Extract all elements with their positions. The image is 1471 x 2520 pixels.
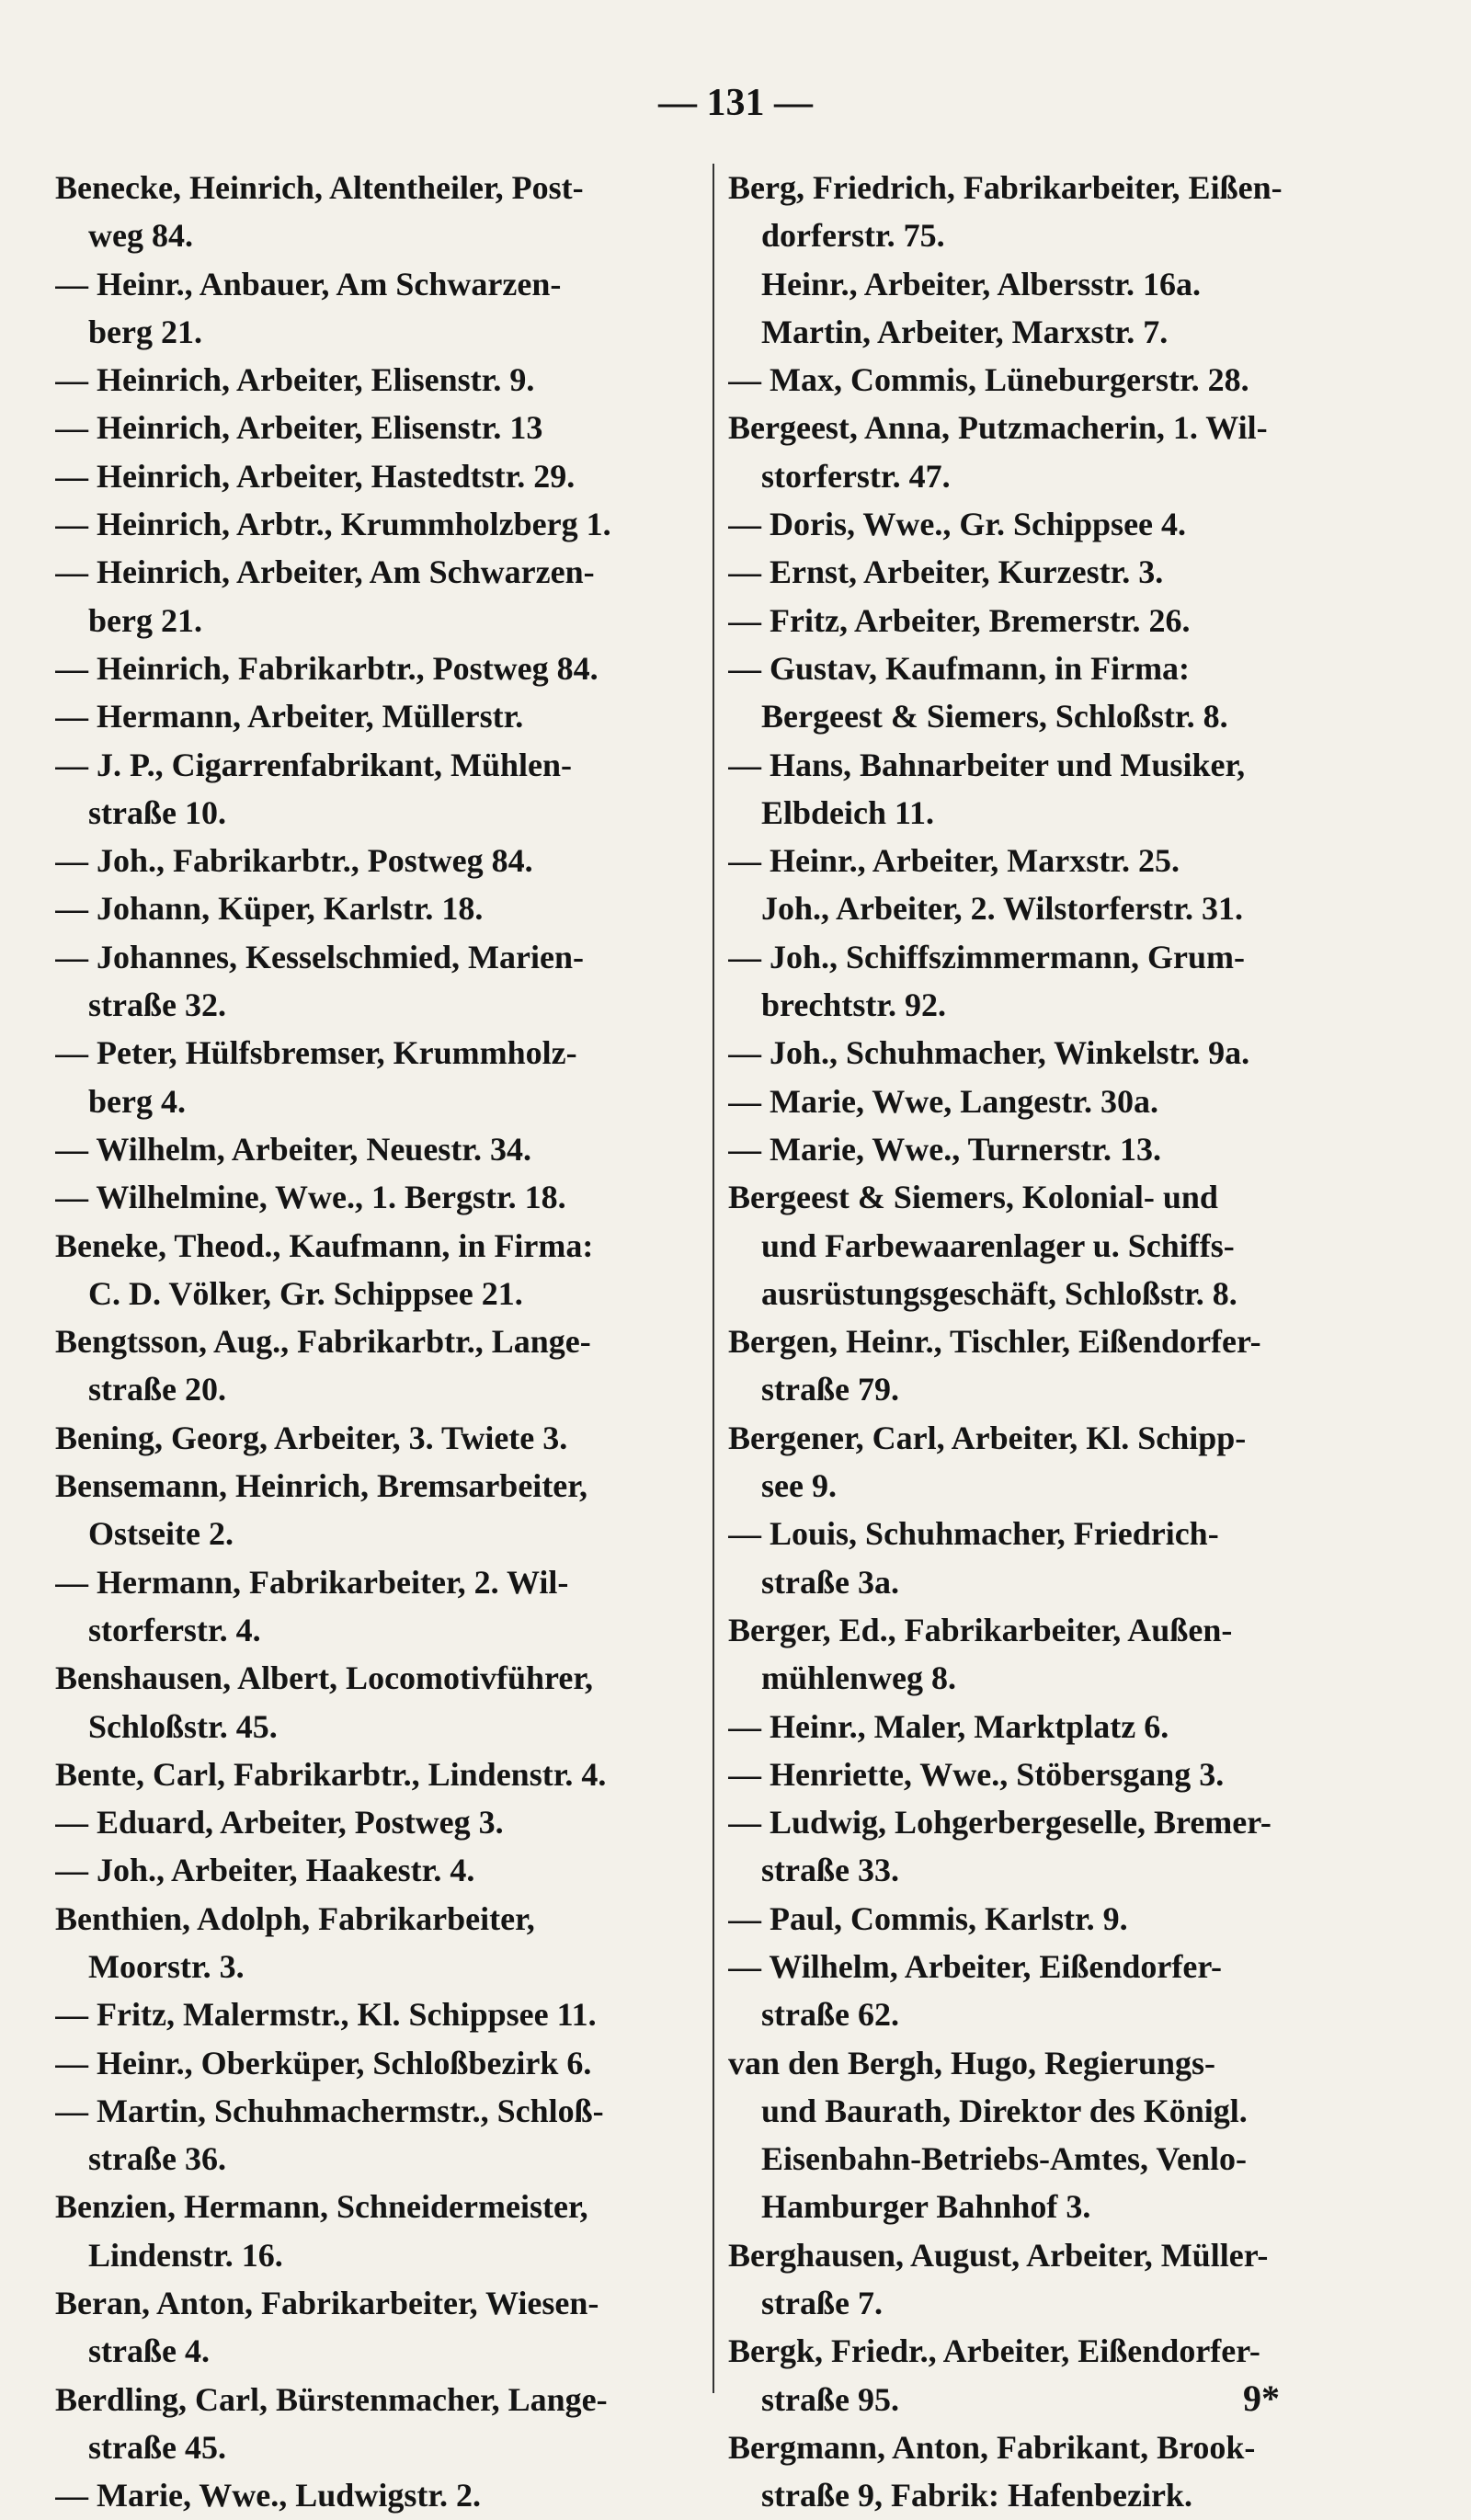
directory-line: — Peter, Hülfsbremser, Krummholz- (55, 1034, 577, 1072)
directory-line: straße 4. (55, 2332, 210, 2370)
directory-line: straße 20. (55, 1371, 226, 1408)
directory-line: — Gustav, Kaufmann, in Firma: (728, 649, 1191, 687)
directory-line: Bergeest & Siemers, Kolonial- und (728, 1179, 1218, 1216)
directory-line: weg 84. (55, 217, 193, 255)
directory-line: Bergen, Heinr., Tischler, Eißendorfer- (728, 1323, 1261, 1361)
directory-line: — Heinr., Maler, Marktplatz 6. (728, 1707, 1169, 1745)
directory-line: straße 3a. (728, 1563, 899, 1601)
directory-line: Bergk, Friedr., Arbeiter, Eißendorfer- (728, 2332, 1260, 2370)
directory-line: Bergmann, Anton, Fabrikant, Brook- (728, 2428, 1256, 2466)
directory-line: C. D. Völker, Gr. Schippsee 21. (55, 1274, 523, 1312)
directory-line: — Wilhelm, Arbeiter, Neuestr. 34. (55, 1130, 531, 1168)
directory-line: — Joh., Fabrikarbtr., Postweg 84. (55, 842, 533, 880)
directory-line: Joh., Arbeiter, 2. Wilstorferstr. 31. (728, 890, 1243, 928)
directory-line: Elbdeich 11. (728, 793, 935, 831)
directory-line: und Baurath, Direktor des Königl. (728, 2092, 1248, 2129)
directory-line: Bente, Carl, Fabrikarbtr., Lindenstr. 4. (55, 1755, 607, 1793)
left-column (55, 164, 703, 2520)
directory-line: — Henriette, Wwe., Stöbersgang 3. (728, 1755, 1225, 1793)
directory-line: Bergeest, Anna, Putzmacherin, 1. Wil- (728, 409, 1268, 447)
directory-line: — Heinrich, Arbeiter, Elisenstr. 9. (55, 361, 535, 399)
directory-line: Benshausen, Albert, Locomotivführer, (55, 1659, 594, 1697)
directory-line: Bergeest & Siemers, Schloßstr. 8. (728, 698, 1228, 735)
directory-line: — Joh., Schuhmacher, Winkelstr. 9a. (728, 1034, 1250, 1072)
directory-line: Berger, Ed., Fabrikarbeiter, Außen- (728, 1611, 1233, 1648)
directory-line: — Wilhelm, Arbeiter, Eißendorfer- (728, 1947, 1222, 1985)
directory-line: — Max, Commis, Lüneburgerstr. 28. (728, 361, 1249, 399)
directory-line: — J. P., Cigarrenfabrikant, Mühlen- (55, 746, 573, 783)
directory-line: ausrüstungsgeschäft, Schloßstr. 8. (728, 1274, 1237, 1312)
directory-line: straße 45. (55, 2428, 226, 2466)
directory-line: — Heinr., Oberküper, Schloßbezirk 6. (55, 2044, 592, 2081)
directory-line: — Marie, Wwe., Turnerstr. 13. (728, 1130, 1161, 1168)
directory-line: Bensemann, Heinrich, Bremsarbeiter, (55, 1467, 587, 1505)
directory-line: — Eduard, Arbeiter, Postweg 3. (55, 1804, 504, 1842)
directory-line: straße 33. (728, 1852, 899, 1889)
directory-line: straße 10. (55, 793, 226, 831)
right-column (728, 164, 1427, 2520)
directory-line: berg 21. (55, 601, 202, 639)
directory-line: — Heinr., Anbauer, Am Schwarzen- (55, 265, 562, 302)
directory-line: Berghausen, August, Arbeiter, Müller- (728, 2236, 1269, 2274)
directory-line: — Hans, Bahnarbeiter und Musiker, (728, 746, 1246, 783)
directory-line: Martin, Arbeiter, Marxstr. 7. (728, 313, 1169, 350)
directory-line: Schloßstr. 45. (55, 1707, 278, 1745)
directory-line: — Doris, Wwe., Gr. Schippsee 4. (728, 506, 1187, 543)
page-number: — 131 — (658, 82, 813, 124)
directory-line: — Paul, Commis, Karlstr. 9. (728, 1899, 1128, 1937)
directory-line: — Heinr., Arbeiter, Marxstr. 25. (728, 842, 1180, 880)
directory-line: mühlenweg 8. (728, 1659, 957, 1697)
directory-line: Hamburger Bahnhof 3. (728, 2188, 1091, 2226)
directory-line: dorferstr. 75. (728, 217, 945, 255)
directory-line: Benecke, Heinrich, Altentheiler, Post- (55, 169, 584, 206)
directory-line: Bening, Georg, Arbeiter, 3. Twiete 3. (55, 1419, 568, 1456)
signature-mark: 9* (1243, 2377, 1280, 2419)
directory-line: van den Bergh, Hugo, Regierungs- (728, 2044, 1216, 2081)
directory-line: — Joh., Arbeiter, Haakestr. 4. (55, 1852, 475, 1889)
directory-line: Moorstr. 3. (55, 1947, 245, 1985)
directory-line: storferstr. 4. (55, 1611, 261, 1648)
directory-line: — Heinrich, Arbeiter, Hastedtstr. 29. (55, 457, 576, 495)
directory-line: — Heinrich, Fabrikarbtr., Postweg 84. (55, 649, 599, 687)
directory-line: Beran, Anton, Fabrikarbeiter, Wiesen- (55, 2285, 599, 2322)
directory-line: — Louis, Schuhmacher, Friedrich- (728, 1515, 1219, 1553)
directory-line: straße 62. (728, 1996, 899, 2034)
directory-line: berg 21. (55, 313, 202, 350)
directory-line: — Fritz, Malermstr., Kl. Schippsee 11. (55, 1996, 597, 2034)
directory-line: — Marie, Wwe, Langestr. 30a. (728, 1082, 1158, 1120)
directory-line: — Heinrich, Arbeiter, Am Schwarzen- (55, 553, 595, 591)
directory-line: straße 9, Fabrik: Hafenbezirk. (728, 2477, 1192, 2514)
directory-line: straße 79. (728, 1371, 899, 1408)
directory-line: straße 32. (55, 986, 226, 1024)
directory-line: — Johann, Küper, Karlstr. 18. (55, 890, 484, 928)
directory-line: — Heinrich, Arbtr., Krummholzberg 1. (55, 506, 611, 543)
directory-line: brechtstr. 92. (728, 986, 946, 1024)
directory-line: Lindenstr. 16. (55, 2236, 283, 2274)
directory-line: — Martin, Schuhmachermstr., Schloß- (55, 2092, 604, 2129)
directory-line: — Joh., Schiffszimmermann, Grum- (728, 938, 1245, 975)
directory-line: berg 4. (55, 1082, 186, 1120)
directory-line: — Wilhelmine, Wwe., 1. Bergstr. 18. (55, 1179, 566, 1216)
directory-line: straße 36. (55, 2140, 226, 2178)
directory-line: straße 95. (728, 2380, 899, 2418)
directory-line: Bengtsson, Aug., Fabrikarbtr., Lange- (55, 1323, 591, 1361)
directory-line: — Ludwig, Lohgerbergeselle, Bremer- (728, 1804, 1271, 1842)
column-divider (713, 164, 714, 2393)
directory-line: — Marie, Wwe., Ludwigstr. 2. (55, 2477, 481, 2514)
directory-line: und Farbewaarenlager u. Schiffs- (728, 1226, 1235, 1264)
directory-line: storferstr. 47. (728, 457, 951, 495)
directory-line: — Heinrich, Arbeiter, Elisenstr. 13 (55, 409, 543, 447)
directory-line: Beneke, Theod., Kaufmann, in Firma: (55, 1226, 594, 1264)
directory-line: — Hermann, Arbeiter, Müllerstr. (55, 698, 524, 735)
directory-line: Heinr., Arbeiter, Albersstr. 16a. (728, 265, 1201, 302)
directory-line: Eisenbahn-Betriebs-Amtes, Venlo- (728, 2140, 1248, 2178)
directory-line: straße 7. (728, 2285, 883, 2322)
directory-line: Berg, Friedrich, Fabrikarbeiter, Eißen- (728, 169, 1283, 206)
directory-line: Benthien, Adolph, Fabrikarbeiter, (55, 1899, 535, 1937)
directory-line: — Ernst, Arbeiter, Kurzestr. 3. (728, 553, 1164, 591)
directory-line: Ostseite 2. (55, 1515, 234, 1553)
directory-line: Bergener, Carl, Arbeiter, Kl. Schipp- (728, 1419, 1247, 1456)
directory-line: — Hermann, Fabrikarbeiter, 2. Wil- (55, 1563, 569, 1601)
directory-line: — Fritz, Arbeiter, Bremerstr. 26. (728, 601, 1191, 639)
directory-line: see 9. (728, 1467, 837, 1505)
directory-line: — Johannes, Kesselschmied, Marien- (55, 938, 584, 975)
directory-line: Benzien, Hermann, Schneidermeister, (55, 2188, 588, 2226)
directory-line: Berdling, Carl, Bürstenmacher, Lange- (55, 2380, 608, 2418)
